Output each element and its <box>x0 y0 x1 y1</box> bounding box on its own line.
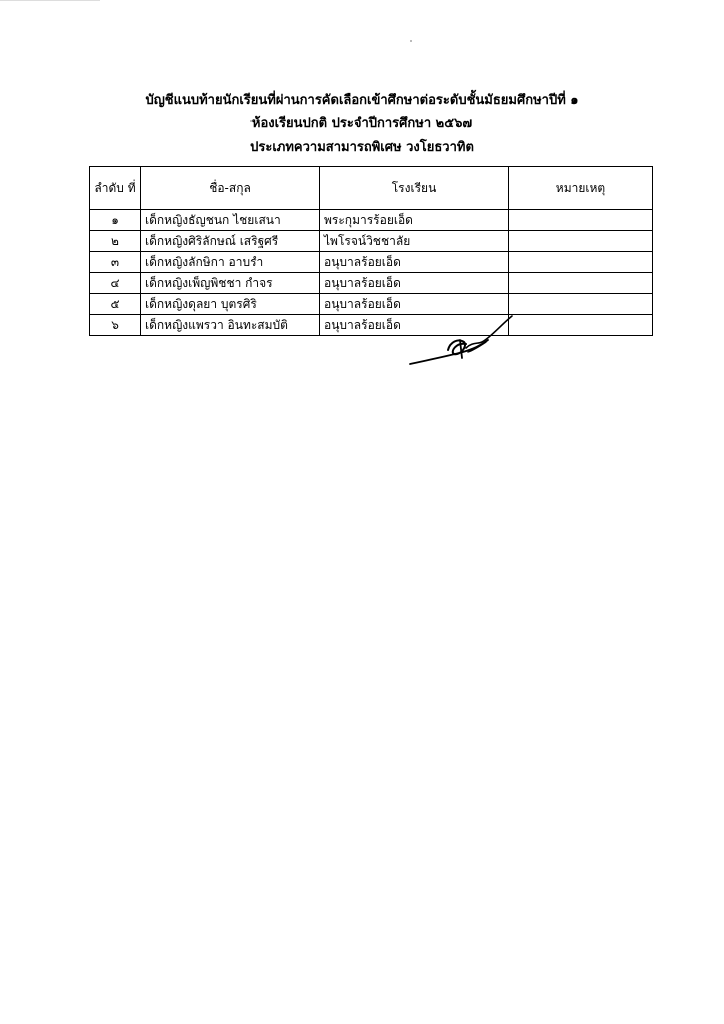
table-row <box>90 210 653 231</box>
row-remark <box>509 315 653 336</box>
row-school: อนุบาลร้อยเอ็ด <box>320 294 509 315</box>
row-school: พระกุมารร้อยเอ็ด <box>320 210 509 231</box>
scan-speck <box>410 40 412 42</box>
row-name: เด็กหญิงแพรวา อินทะสมบัติ <box>141 315 320 336</box>
row-remark <box>509 273 653 294</box>
row-no: ๒ <box>90 231 141 252</box>
row-no: ๕ <box>90 294 141 315</box>
header-school: โรงเรียน <box>320 167 509 210</box>
row-remark <box>509 210 653 231</box>
title-line-1: บัญชีแนบท้ายนักเรียนที่ผ่านการคัดเลือกเข้าศึกษาต่อระดับชั้นมัธยมศึกษาปีที่ ๑ <box>145 93 579 108</box>
table-row <box>90 315 653 336</box>
table-row <box>90 294 653 315</box>
header-remark: หมายเหตุ <box>509 167 653 210</box>
row-school: อนุบาลร้อยเอ็ด <box>320 273 509 294</box>
table-row <box>90 273 653 294</box>
table-row <box>90 231 653 252</box>
header-no-label: ลำดับ ที่ <box>94 180 136 195</box>
row-name: เด็กหญิงลักษิกา อาบรำ <box>141 252 320 273</box>
row-no: ๑ <box>90 210 141 231</box>
row-school: ไพโรจน์วิชชาลัย <box>320 231 509 252</box>
title-line-2: ห้องเรียนปกติ ประจำปีการศึกษา ๒๕๖๗ <box>251 116 473 131</box>
row-no: ๓ <box>90 252 141 273</box>
row-no: ๔ <box>90 273 141 294</box>
student-table <box>89 166 653 336</box>
header-no <box>90 167 141 210</box>
scan-edge-mark <box>0 0 100 4</box>
table-header-row <box>90 167 653 210</box>
title-line-3: ประเภทความสามารถพิเศษ วงโยธวาทิต <box>250 140 474 155</box>
header-name: ชื่อ-สกุล <box>141 167 320 210</box>
row-school: อนุบาลร้อยเอ็ด <box>320 315 509 336</box>
row-name: เด็กหญิงเพ็ญพิชชา กำจร <box>141 273 320 294</box>
row-school: อนุบาลร้อยเอ็ด <box>320 252 509 273</box>
row-name: เด็กหญิงศิริลักษณ์ เสริฐศรี <box>141 231 320 252</box>
row-name: เด็กหญิงดุลยา บุตรศิริ <box>141 294 320 315</box>
row-remark <box>509 231 653 252</box>
row-remark <box>509 294 653 315</box>
row-no: ๖ <box>90 315 141 336</box>
row-remark <box>509 252 653 273</box>
table-row <box>90 252 653 273</box>
handwritten-signature <box>408 312 518 370</box>
row-name: เด็กหญิงธัญชนก ไชยเสนา <box>141 210 320 231</box>
